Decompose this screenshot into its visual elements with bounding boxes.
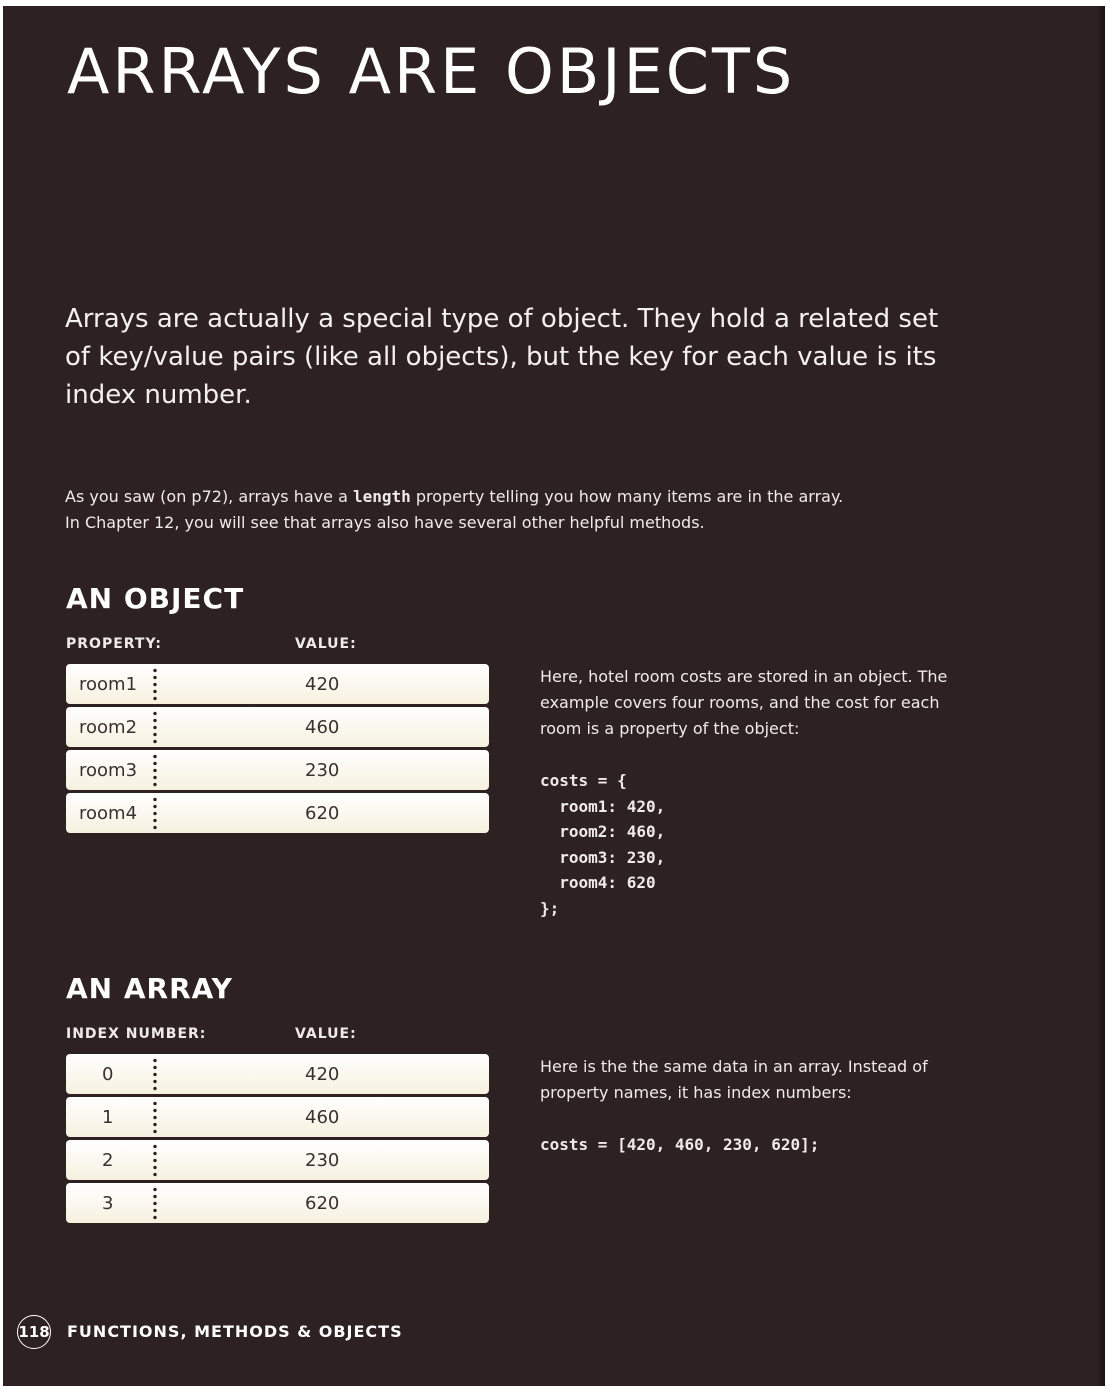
separator-dots [152,1186,158,1220]
row-value: 460 [305,1107,340,1128]
row-value: 620 [305,803,340,824]
row-index: 0 [102,1064,114,1085]
object-heading: AN OBJECT [66,582,245,615]
separator-dots [152,796,158,830]
array-code: costs = [420, 460, 230, 620]; [540,1135,820,1154]
object-value-label: VALUE: [295,636,357,652]
array-value-label: VALUE: [295,1026,357,1042]
row-key: room4 [79,803,138,824]
table-row [66,1183,489,1223]
row-index: 2 [102,1150,114,1171]
separator-dots [152,1143,158,1177]
row-key: room1 [79,674,138,695]
object-table [66,664,489,836]
page-edge [1097,6,1105,1386]
intro-text-before: As you saw (on p72), arrays have a [65,487,353,506]
row-index: 1 [102,1107,114,1128]
table-row [66,793,489,833]
table-row [66,664,489,704]
row-value: 460 [305,717,340,738]
object-key-label: PROPERTY: [66,636,162,652]
length-keyword: length [352,487,411,506]
intro-paragraph [65,484,965,536]
table-row [66,1097,489,1137]
array-description: Here is the the same data in an array. Instead of property names, it has index numbers: [540,1057,928,1102]
row-value: 420 [305,674,340,695]
table-row [66,1054,489,1094]
object-description: Here, hotel room costs are stored in an object. The example covers four rooms, and the cost for each room is a property of the object: [540,667,948,738]
intro-text-after: property telling you how many items are in the array. [410,487,844,506]
separator-dots [152,1100,158,1134]
array-key-label: INDEX NUMBER: [66,1026,207,1042]
row-value: 230 [305,1150,340,1171]
separator-dots [152,1057,158,1091]
separator-dots [152,710,158,744]
row-value: 620 [305,1193,340,1214]
object-code: costs = { room1: 420, room2: 460, room3: 230, room4: 620 }; [540,771,666,918]
intro-text-line2: In Chapter 12, you will see that arrays also have several other helpful methods. [65,513,705,532]
row-key: room2 [79,717,138,738]
lead-paragraph: Arrays are actually a special type of object. They hold a related set of key/value pairs (like all objects), but the key for each value is its index number. [65,304,939,410]
page-title: ARRAYS ARE OBJECTS [67,35,796,108]
row-index: 3 [102,1193,114,1214]
array-table [66,1054,489,1226]
row-value: 420 [305,1064,340,1085]
page-number-badge: 118 [17,1315,51,1349]
table-row [66,707,489,747]
table-row [66,1140,489,1180]
array-heading: AN ARRAY [66,972,233,1005]
chapter-label: FUNCTIONS, METHODS & OBJECTS [67,1322,403,1341]
row-key: room3 [79,760,138,781]
book-page [3,6,1105,1386]
separator-dots [152,753,158,787]
separator-dots [152,667,158,701]
row-value: 230 [305,760,340,781]
table-row [66,750,489,790]
